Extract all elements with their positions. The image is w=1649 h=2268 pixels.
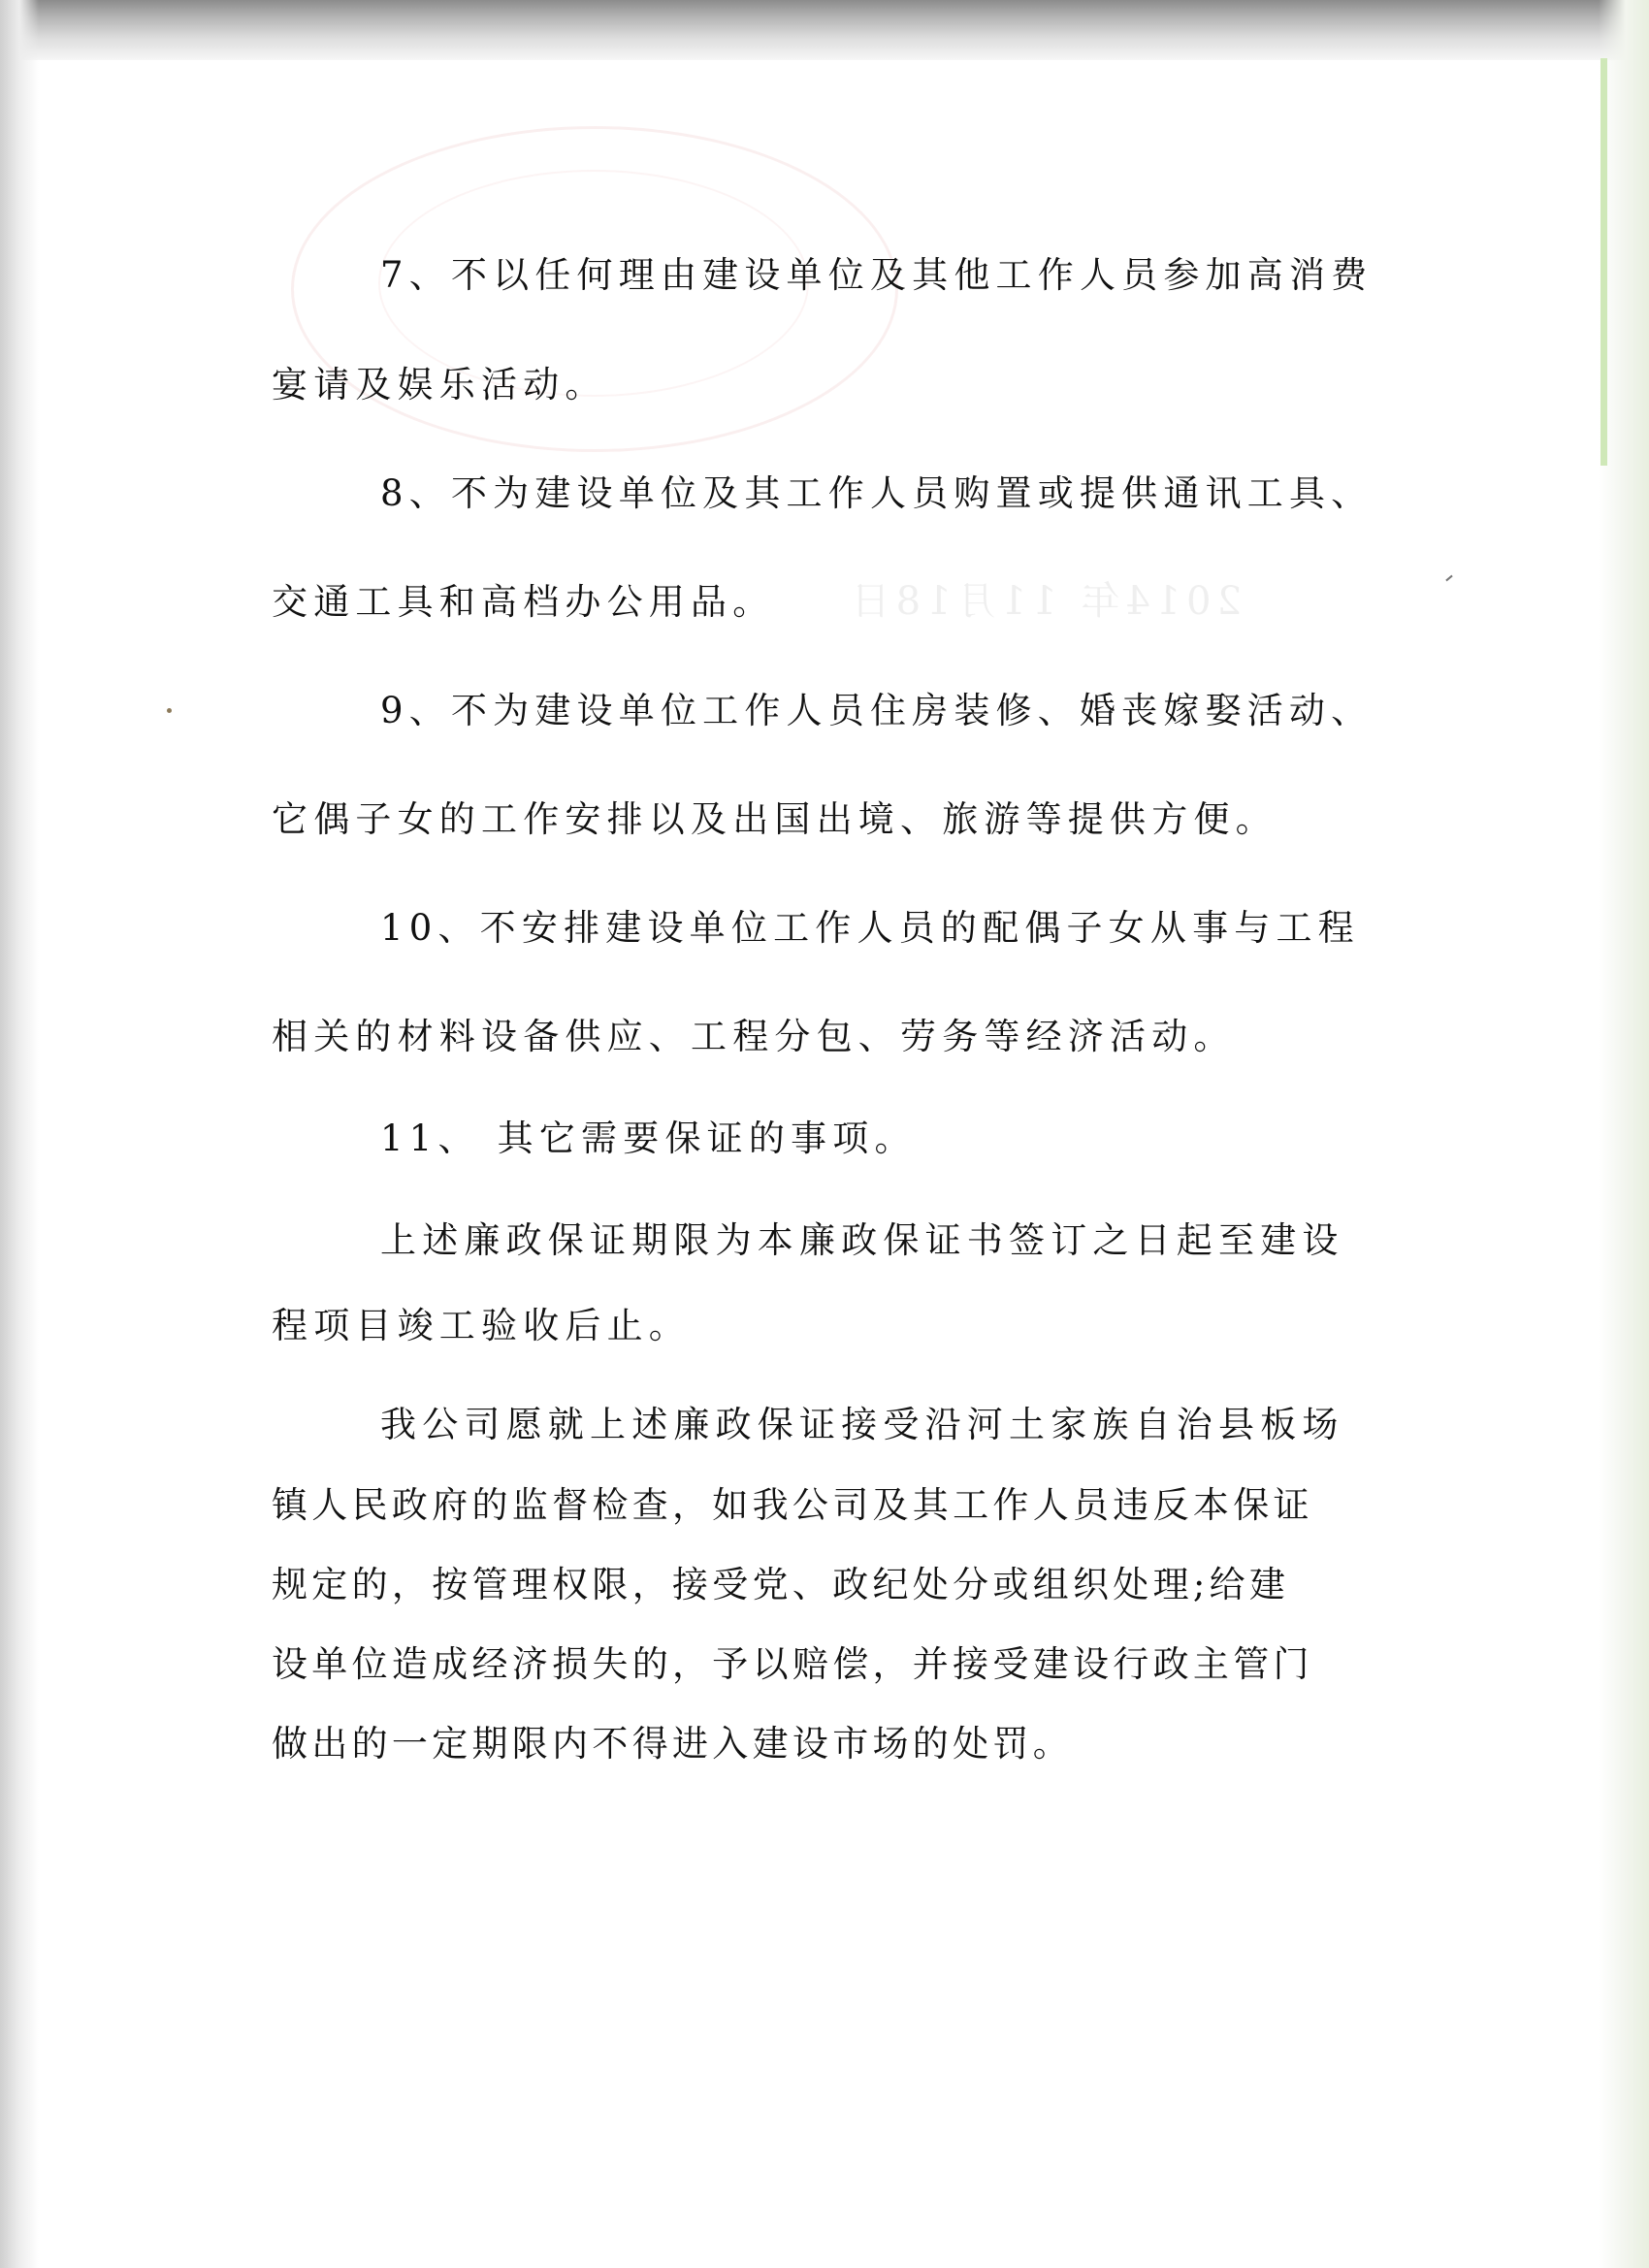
text-line: 程项目竣工验收后止。: [272, 1305, 691, 1346]
text-line: 11、 其它需要保证的事项。: [380, 1118, 917, 1159]
text-line: 规定的，按管理权限，接受党、政纪处分或组织处理;给建: [272, 1564, 1290, 1605]
text-line: 做出的一定期限内不得进入建设市场的处罚。: [272, 1723, 1073, 1765]
text-line: 交通工具和高档办公用品。: [272, 581, 775, 623]
text-line: 7、不以任何理由建设单位及其他工作人员参加高消费: [380, 254, 1374, 296]
text-line: 10、不安排建设单位工作人员的配偶子女从事与工程: [380, 907, 1360, 949]
text-line: 8、不为建设单位及其工作人员购置或提供通讯工具、: [380, 472, 1374, 514]
text-line: 宴请及娱乐活动。: [272, 364, 607, 405]
date-bleed-through: 2014年 11月18日: [845, 579, 1242, 624]
text-line: 9、不为建设单位工作人员住房装修、婚丧嫁娶活动、: [380, 690, 1374, 731]
text-line: 设单位造成经济损失的，予以赔偿，并接受建设行政主管门: [272, 1643, 1313, 1685]
text-line: 相关的材料设备供应、工程分包、劳务等经济活动。: [272, 1016, 1236, 1057]
text-line: 镇人民政府的监督检查，如我公司及其工作人员违反本保证: [272, 1484, 1313, 1526]
text-line: 它偶子女的工作安排以及出国出境、旅游等提供方便。: [272, 798, 1277, 840]
text-line: 我公司愿就上述廉政保证接受沿河土家族自治县板场: [380, 1404, 1344, 1445]
text-line: 上述廉政保证期限为本廉政保证书签订之日起至建设: [380, 1219, 1344, 1261]
